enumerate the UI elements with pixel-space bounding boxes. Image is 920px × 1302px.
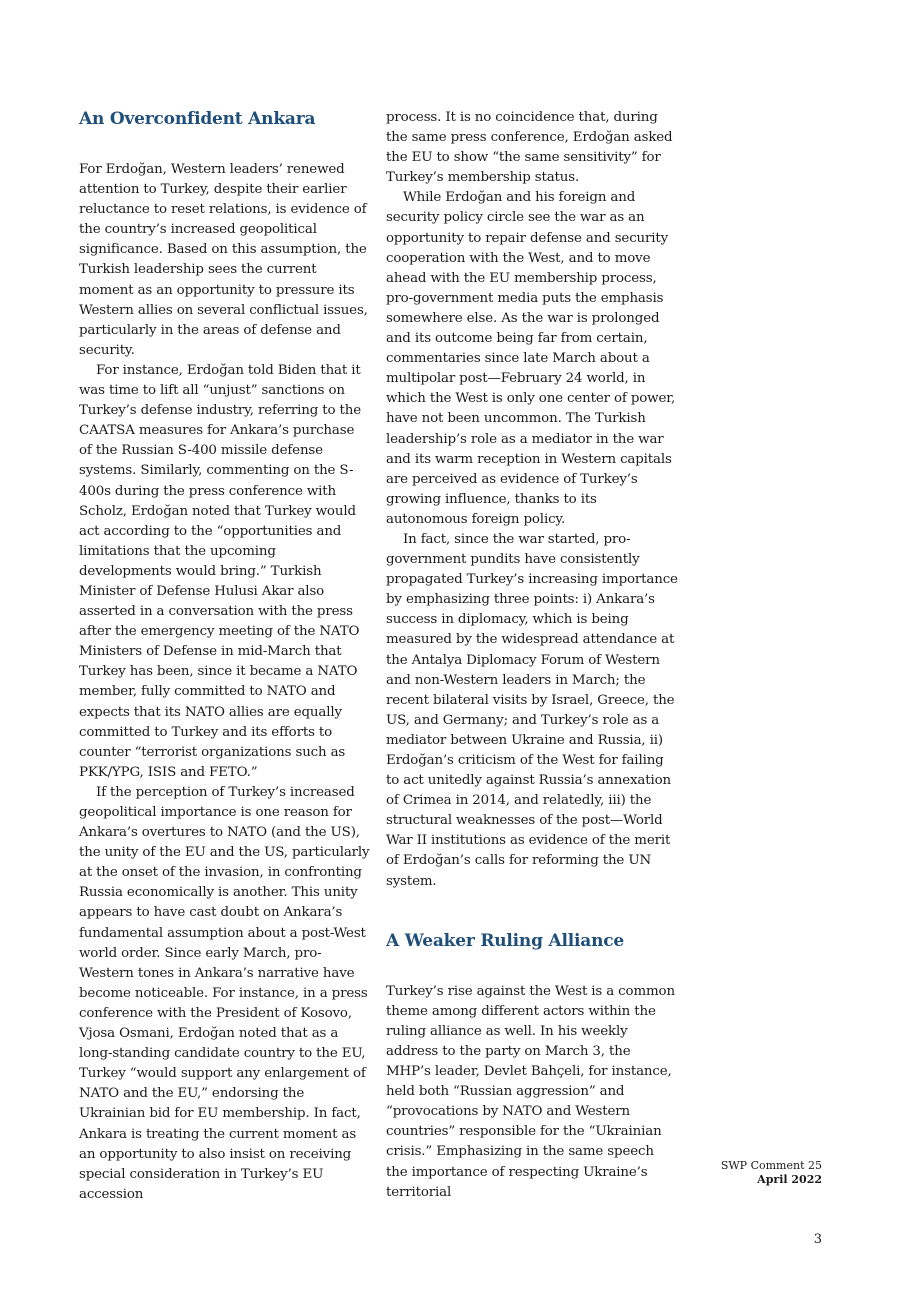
publication-info — [721, 1159, 822, 1187]
paragraph: For Erdoğan, Western leaders’ renewed attention to Turkey, despite their earlier reluctance to reset relations, is evidence of the country’s increased geopolitical significance. Based on this assumption, the Turkish leadership sees the current moment as an opportunity to pressure its Western allies on several conflictual issues, particularly in the areas of defense and security. — [79, 162, 368, 358]
series-label: SWP Comment 25 — [720, 1159, 822, 1172]
section-heading-overconfident-ankara: An Overconfident Ankara — [79, 109, 316, 129]
page-number: 3 — [813, 1232, 822, 1247]
section-heading-weaker-ruling-alliance: A Weaker Ruling Alliance — [386, 930, 624, 951]
paragraph: process. It is no coincidence that, during the same press conference, Erdoğan asked the EU to show “the same sensitivity” for Turkey’s membership status. — [386, 110, 673, 186]
right-column — [386, 108, 678, 1203]
paragraph: While Erdoğan and his foreign and security policy circle see the war as an opportunity to repair defense and security cooperation with the West, and to move ahead with the EU membership process, pro-government media puts the emphasis somewhere else. As the war is prolonged and its outcome being far from certain, commentaries since late March about a multipolar post—February 24 world, in which the West is only one center of power, have not been uncommon. The Turkish leadership’s role as a mediator in the war and its warm reception in Western capitals are perceived as evidence of Turkey’s growing influence, thanks to its autonomous foreign policy. — [386, 190, 676, 527]
paragraph: In fact, since the war started, pro-government pundits have consistently propagated Turkey’s increasing importance by emphasizing three points: i) Ankara’s success in diplomacy, which is being measured by the widespread attendance at the Antalya Diplomacy Forum of Western and non-Western leaders in March; the recent bilateral visits by Israel, Greece, the US, and Germany; and Turkey’s role as a mediator between Ukraine and Russia, ii) Erdoğan’s criticism of the West for failing to act unitedly against Russia’s annexation of Crimea in 2014, and relatedly, iii) the structural weaknesses of the post—World War II institutions as evidence of the merit of Erdoğan’s calls for reforming the UN system. — [386, 531, 678, 889]
paragraph: For instance, Erdoğan told Biden that it was time to lift all “unjust” sanctions on Turkey’s defense industry, referring to the CAATSA measures for Ankara’s purchase of the Russian S-400 missile defense systems. Similarly, commenting on the S-400s during the press conference with Scholz, Erdoğan noted that Turkey would act according to the “opportunities and limitations that the upcoming developments would bring.” Turkish Minister of Defense Hulusi Akar also asserted in a conversation with the press after the emergency meeting of the NATO Ministers of Defense in mid-March that Turkey has been, since it became a NATO member, fully committed to NATO and expects that its NATO allies are equally committed to Turkey and its efforts to counter “terrorist organizations such as PKK/YPG, ISIS and FETO.” — [79, 362, 361, 780]
paragraph: If the perception of Turkey’s increased geopolitical importance is one reason for Ankara’s overtures to NATO (and the US), the unity of the EU and the US, particularly at the onset of the invasion, in confronting Russia economically is another. This unity appears to have cast doubt on Ankara’s fundamental assumption about a post-West world order. Since early March, pro-Western tones in Ankara’s narrative have become noticeable. For instance, in a press conference with the President of Kosovo, Vjosa Osmani, Erdoğan noted that as a long-standing candidate country to the EU, Turkey “would support any enlargement of NATO and the EU,” endorsing the Ukrainian bid for EU membership. In fact, Ankara is treating the current moment as an opportunity to also insist on receiving special consideration in Turkey’s EU accession — [79, 784, 370, 1202]
left-column — [79, 108, 371, 1205]
section-weaker-ruling-alliance — [386, 930, 678, 1203]
paragraph: Turkey’s rise against the West is a common theme among different actors within the ruling alliance as well. In his weekly address to the party on March 3, the MHP’s leader, Devlet Bahçeli, for instance, held both “Russian aggression” and “provocations by NATO and Western countries” responsible for the “Ukrainian crisis.” Emphasizing in the same speech the importance of respecting Ukraine’s territorial — [386, 983, 675, 1200]
publication-date: April 2022 — [757, 1173, 822, 1186]
